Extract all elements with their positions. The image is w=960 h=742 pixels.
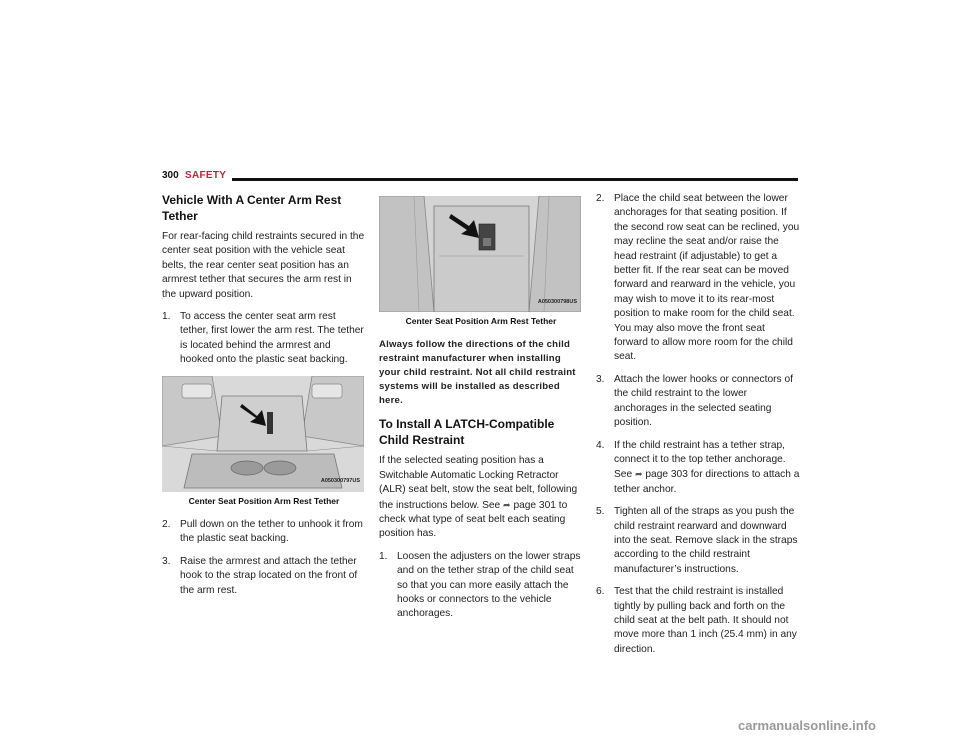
list-item [379,550,583,622]
step-text-b[interactable]: page 303 for directions to attach a tether anchor. [614,469,800,495]
page-number: 300 [162,170,179,181]
list-item [596,373,800,431]
step-text: Raise the armrest and attach the tether hook to the strap located on the front of the arm rest. [180,555,358,596]
figure-caption: Center Seat Position Arm Rest Tether [188,495,340,506]
list-item [596,585,800,657]
page-header [162,170,798,184]
column-3 [596,192,800,665]
step-text: Tighten all of the straps as you push the child restraint rearward and downward into the seat. Remove slack in the straps according to the child restraint manufacturer’s instructions. [614,506,798,575]
armrest-tether-figure [379,196,581,312]
list-item [162,310,366,368]
column-1 [162,192,366,606]
step-number: 3. [596,373,605,385]
arrow-reference-icon: ➦ [503,499,511,510]
figure-code: A050300798US [537,298,577,305]
intro-paragraph [379,454,583,541]
warning-note: Always follow the directions of the child restraint manufacturer when installing your child restraint. Not all child restraint systems will be installed as described here. [379,339,576,407]
step-number: 1. [162,311,171,323]
header-divider [232,178,798,181]
arrow-reference-icon: ➦ [634,469,643,480]
list-item [596,192,800,365]
step-number: 2. [596,193,605,204]
section-title: SAFETY [185,170,227,181]
step-number: 5. [596,506,605,518]
list-item [596,439,800,498]
figure-caption: Center Seat Position Arm Rest Tether [405,316,557,326]
step-text-a: If the child restraint has a tether strap, connect it to the top tether anchorage. See [614,439,786,481]
intro-paragraph: For rear-facing child restraints secured in the center seat position with the vehicle seat belts, the rear center seat position has an armrest tether that secures the arm rest in the upward position. [162,231,365,300]
column-2 [379,196,583,630]
section-heading: To Install A LATCH-Compatible Child Restraint [379,417,555,448]
list-item [162,555,366,598]
step-number: 2. [162,519,171,531]
watermark: carmanualsonline.info [738,718,876,733]
intro-text-a: If the selected seating position has a Switchable Automatic Locking Retractor (ALR) seat belt, stow the seat belt, following the instructions below. See [379,455,578,511]
intro-text-b[interactable]: page 301 to check what type of seat belt each seating position has. [379,499,568,540]
step-text: Pull down on the tether to unhook it from the plastic seat backing. [180,519,363,545]
step-number: 1. [379,550,388,562]
section-heading: Vehicle With A Center Arm Rest Tether [162,193,342,223]
step-text: To access the center seat arm rest tether, first lower the arm rest. The tether is located behind the armrest and hooked onto the plastic seat backing. [180,311,364,366]
list-item [596,505,800,577]
armrest-figure [162,376,364,492]
step-number: 3. [162,555,171,567]
step-number: 6. [596,586,605,598]
step-text: Loosen the adjusters on the lower straps and on the tether strap of the child seat so that you can more easily attach the hooks or connectors to the vehicle anchorages. [397,550,581,620]
step-number: 4. [596,439,605,451]
step-text: Attach the lower hooks or connectors of the child restraint to the lower anchorages in the selected seating position. [614,373,793,429]
step-text: Place the child seat between the lower anchorages for that seating position. If the second row seat can be reclined, you may recline the seat and/or raise the head restraint (if adjustable) to get a better fit. If the rear seat can be moved forward and rearward in the vehicle, you may wish to move it to its rear-most position to make room for the child seat. You may also move the front seat forward to allow more room for the child seat. [614,193,800,363]
step-text: Test that the child restraint is installed tightly by pulling back and forth on the child seat at the belt path. It should not move more than 1 inch (25.4 mm) in any direction. [614,586,797,655]
list-item [162,518,366,547]
figure-code: A050300797US [320,478,360,485]
